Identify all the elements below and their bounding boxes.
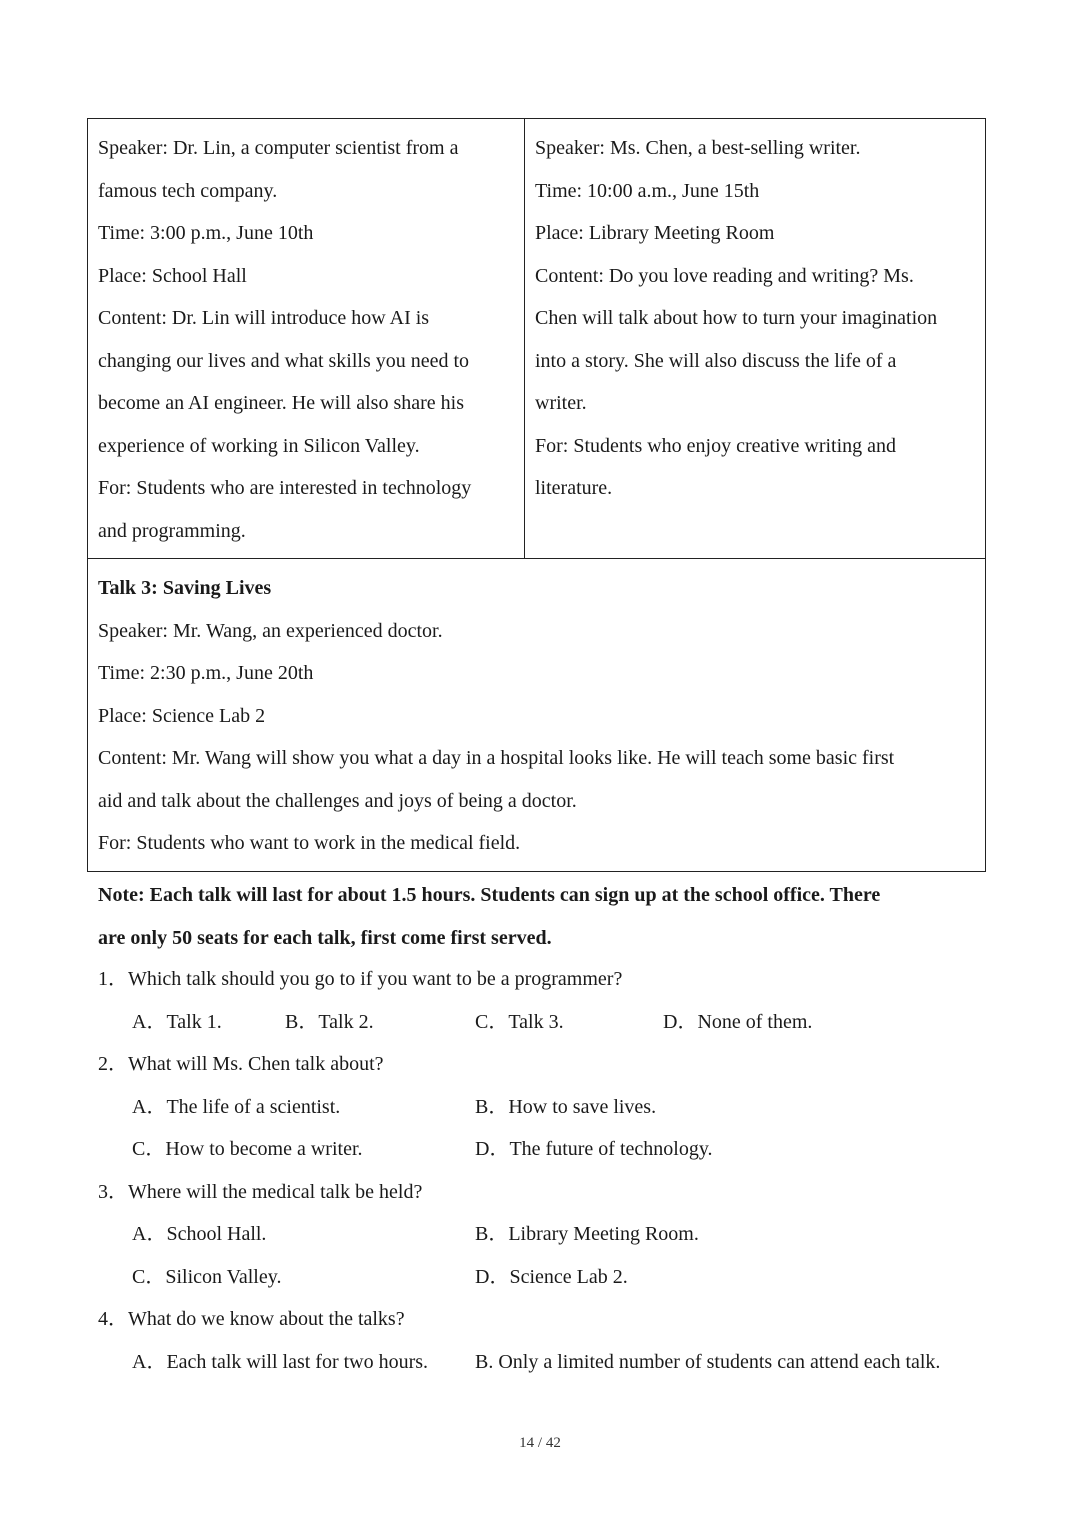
talk-3-title: Talk 3: Saving Lives — [98, 577, 272, 599]
question-stem: 2．What will Ms. Chen talk about? — [98, 1053, 384, 1075]
question-options — [98, 1341, 998, 1384]
talks-table-top-row — [88, 119, 985, 559]
talk-3-line: aid and talk about the challenges and joys of being a doctor. — [98, 789, 577, 812]
talk-2-line: literature. — [535, 477, 613, 499]
talk-1-line: Content: Dr. Lin will introduce how AI is — [98, 307, 430, 329]
talk-2-cell — [525, 119, 985, 558]
note-paragraph — [98, 874, 978, 959]
option-c[interactable]: C．Talk 3. — [475, 1010, 564, 1033]
talk-1-line: experience of working in Silicon Valley. — [98, 434, 420, 457]
note-line: are only 50 seats for each talk, first come first served. — [98, 926, 552, 949]
talk-2-line: For: Students who enjoy creative writing and — [535, 434, 897, 457]
option-a[interactable]: A．Each talk will last for two hours. — [132, 1350, 429, 1373]
talk-1-line: become an AI engineer. He will also share his — [98, 392, 464, 414]
option-b[interactable]: B．Talk 2. — [285, 1010, 374, 1033]
talk-1-line: For: Students who are interested in technology — [98, 477, 472, 499]
question-options — [98, 1001, 998, 1044]
talk-3-line: Speaker: Mr. Wang, an experienced doctor. — [98, 619, 443, 642]
talk-1-line: changing our lives and what skills you need to — [98, 349, 470, 372]
talk-3-line: Content: Mr. Wang will show you what a day in a hospital looks like. He will teach some basic first — [98, 747, 895, 769]
option-c[interactable]: C．How to become a writer. — [132, 1138, 363, 1160]
note-line: Note: Each talk will last for about 1.5 hours. Students can sign up at the school office. There — [98, 884, 881, 906]
talk-2-line: Place: Library Meeting Room — [535, 222, 775, 244]
option-a[interactable]: A．School Hall. — [132, 1223, 267, 1245]
option-c[interactable]: C．Silicon Valley. — [132, 1265, 282, 1288]
question-stem: 3．Where will the medical talk be held? — [98, 1180, 423, 1203]
talk-3-line: Time: 2:30 p.m., June 20th — [98, 662, 314, 684]
option-d[interactable]: D．Science Lab 2. — [475, 1265, 628, 1288]
question-options — [98, 1256, 998, 1299]
question-2 — [98, 1043, 998, 1171]
talk-1-cell — [88, 119, 525, 558]
question-3 — [98, 1171, 998, 1299]
option-d[interactable]: D．None of them. — [663, 1010, 813, 1033]
talk-3-line: Place: Science Lab 2 — [98, 704, 266, 727]
question-stem: 4．What do we know about the talks? — [98, 1308, 405, 1330]
talk-3-line: For: Students who want to work in the medical field. — [98, 832, 521, 854]
question-options — [98, 1213, 998, 1256]
questions-section — [98, 958, 998, 1383]
talk-1-line: Place: School Hall — [98, 264, 247, 287]
talk-1-line: and programming. — [98, 519, 246, 542]
talk-2-line: into a story. She will also discuss the life of a — [535, 349, 897, 372]
talk-2-line: Chen will talk about how to turn your imagination — [535, 307, 938, 329]
question-options — [98, 1086, 998, 1129]
talk-3-cell — [88, 559, 985, 871]
option-b[interactable]: B．How to save lives. — [475, 1095, 657, 1118]
option-d[interactable]: D．The future of technology. — [475, 1138, 713, 1160]
question-1 — [98, 958, 998, 1043]
talk-1-line: Speaker: Dr. Lin, a computer scientist from a — [98, 137, 459, 159]
talk-2-line: Speaker: Ms. Chen, a best-selling writer. — [535, 137, 861, 159]
talk-1-line: famous tech company. — [98, 179, 278, 202]
option-b[interactable]: B．Library Meeting Room. — [475, 1223, 699, 1245]
question-stem: 1．Which talk should you go to if you want to be a programmer? — [98, 968, 623, 990]
talks-table — [87, 118, 986, 872]
option-b[interactable]: B. Only a limited number of students can attend each talk. — [475, 1350, 941, 1373]
talk-2-line: Time: 10:00 a.m., June 15th — [535, 179, 760, 202]
talk-2-line: Content: Do you love reading and writing? Ms. — [535, 264, 914, 287]
question-4 — [98, 1298, 998, 1383]
question-options — [98, 1128, 998, 1171]
option-a[interactable]: A．Talk 1. — [132, 1010, 222, 1033]
talk-1-line: Time: 3:00 p.m., June 10th — [98, 222, 314, 244]
talk-2-line: writer. — [535, 392, 587, 414]
page-number: 14 / 42 — [519, 1435, 561, 1451]
option-a[interactable]: A．The life of a scientist. — [132, 1095, 341, 1118]
